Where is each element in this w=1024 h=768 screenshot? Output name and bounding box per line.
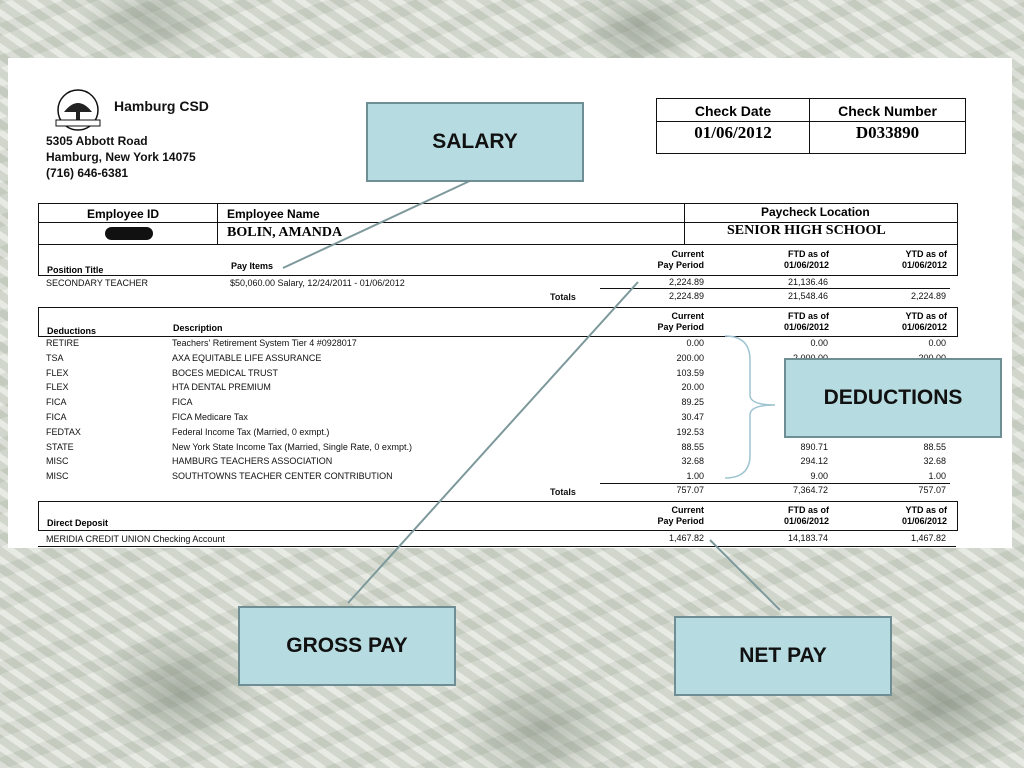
deduction-code: FICA — [46, 412, 67, 422]
deduction-code: FLEX — [46, 382, 69, 393]
deduction-ytd: 1.00 — [928, 471, 946, 482]
deduction-code: FEDTAX — [46, 426, 81, 437]
deduction-current: 32.68 — [681, 456, 704, 467]
deduction-current: 30.47 — [681, 412, 704, 422]
pay-period-col-label: Pay Period — [657, 516, 704, 526]
pay-totals-label: Totals — [550, 292, 576, 302]
check-date-value: 01/06/2012 — [694, 123, 772, 142]
pay-items-label: Pay Items — [231, 261, 274, 271]
ytd-date-label: 01/06/2012 — [901, 322, 947, 332]
deductions-callout: DEDUCTIONS — [784, 358, 1002, 438]
net-pay-current: 1,467.82 — [668, 533, 704, 543]
salary-current: 2,224.89 — [668, 277, 704, 287]
deduction-ftd: 0.00 — [810, 338, 828, 348]
org-name: Hamburg CSD — [114, 98, 209, 114]
deduction-current: 200.00 — [676, 352, 704, 363]
current-col-label: Current — [671, 249, 704, 259]
deduction-ytd: 0.00 — [928, 338, 946, 348]
deduction-description: FICA — [172, 397, 193, 408]
deduction-ytd: 32.68 — [923, 456, 946, 467]
net-pay-ftd: 14,183.74 — [787, 533, 828, 543]
ytd-date-label: 01/06/2012 — [901, 260, 947, 270]
deposit-account: MERIDIA CREDIT UNION Checking Account — [46, 534, 225, 544]
deduction-description: Federal Income Tax (Married, 0 exmpt.) — [172, 426, 330, 437]
ytd-col-label: YTD as of — [905, 505, 947, 515]
employee-name-label: Employee Name — [227, 207, 320, 221]
deduction-current: 20.00 — [681, 382, 704, 393]
deduction-current: 88.55 — [681, 441, 704, 452]
deduction-description: SOUTHTOWNS TEACHER CENTER CONTRIBUTION — [172, 471, 393, 482]
paycheck-location-label: Paycheck Location — [761, 205, 870, 219]
gross-pay-callout: GROSS PAY — [238, 606, 456, 686]
deduction-ftd: 9.00 — [810, 471, 828, 482]
gross-pay-total: 2,224.89 — [668, 291, 704, 301]
description-label: Description — [173, 323, 223, 333]
ftd-date-label: 01/06/2012 — [783, 322, 829, 332]
deduction-code: TSA — [46, 352, 64, 363]
deduction-code: FLEX — [46, 367, 69, 378]
position-title: SECONDARY TEACHER — [46, 278, 149, 288]
deduction-current: 0.00 — [686, 338, 704, 348]
deductions-total-ftd: 7,364.72 — [792, 485, 828, 495]
deduction-current: 192.53 — [676, 426, 704, 437]
direct-deposit-label: Direct Deposit — [47, 518, 109, 528]
gross-pay-ftd: 21,548.46 — [787, 291, 828, 301]
paycheck-location-value: SENIOR HIGH SCHOOL — [727, 223, 886, 238]
gross-pay-ytd: 2,224.89 — [910, 291, 946, 301]
net-pay-ytd: 1,467.82 — [910, 533, 946, 543]
deduction-description: New York State Income Tax (Married, Single Rate, 0 exmpt.) — [172, 441, 412, 452]
current-col-label: Current — [671, 311, 704, 321]
deduction-ftd: 890.71 — [800, 441, 828, 452]
ytd-col-label: YTD as of — [905, 249, 947, 259]
salary-callout: SALARY — [366, 102, 584, 182]
deduction-code: STATE — [46, 441, 74, 452]
deduction-ytd: 88.55 — [923, 441, 946, 452]
deduction-description: HTA DENTAL PREMIUM — [172, 382, 271, 393]
position-title-label: Position Title — [47, 265, 104, 275]
current-col-label: Current — [671, 505, 704, 515]
deduction-current: 1.00 — [686, 471, 704, 482]
org-address-line2: Hamburg, New York 14075 — [46, 150, 196, 164]
net-pay-callout: NET PAY — [674, 616, 892, 696]
ftd-col-label: FTD as of — [787, 505, 829, 515]
salary-ftd: 21,136.46 — [787, 277, 828, 287]
deduction-description: HAMBURG TEACHERS ASSOCIATION — [172, 456, 333, 467]
check-number-label: Check Number — [810, 99, 965, 122]
deduction-code: MISC — [46, 471, 69, 482]
deductions-label: Deductions — [47, 326, 97, 336]
employee-name-value: BOLIN, AMANDA — [227, 225, 343, 240]
employee-id-label: Employee ID — [87, 207, 160, 221]
deduction-description: Teachers' Retirement System Tier 4 #0928017 — [172, 338, 357, 348]
deduction-current: 103.59 — [676, 367, 704, 378]
deductions-total-current: 757.07 — [676, 485, 704, 495]
check-number-value: D033890 — [855, 123, 920, 142]
deduction-code: RETIRE — [46, 338, 80, 348]
deductions-totals-label: Totals — [550, 487, 576, 497]
check-date-label: Check Date — [657, 99, 809, 122]
org-phone: (716) 646-6381 — [46, 166, 129, 180]
ftd-date-label: 01/06/2012 — [783, 516, 829, 526]
deduction-ftd: 294.12 — [800, 456, 828, 467]
deductions-total-ytd: 757.07 — [918, 485, 946, 495]
deduction-description: BOCES MEDICAL TRUST — [172, 367, 279, 378]
org-address-line1: 5305 Abbott Road — [46, 134, 148, 148]
ytd-date-label: 01/06/2012 — [901, 516, 947, 526]
ftd-col-label: FTD as of — [787, 249, 829, 259]
deduction-code: MISC — [46, 456, 69, 467]
ftd-col-label: FTD as of — [787, 311, 829, 321]
ytd-col-label: YTD as of — [905, 311, 947, 321]
deduction-current: 89.25 — [681, 397, 704, 408]
ftd-date-label: 01/06/2012 — [783, 260, 829, 270]
pay-period-col-label: Pay Period — [657, 260, 704, 270]
deduction-code: FICA — [46, 397, 67, 408]
pay-period-col-label: Pay Period — [657, 322, 704, 332]
deduction-description: AXA EQUITABLE LIFE ASSURANCE — [172, 352, 322, 363]
deduction-description: FICA Medicare Tax — [172, 412, 248, 422]
salary-pay-item: $50,060.00 Salary, 12/24/2011 - 01/06/2012 — [230, 278, 405, 288]
